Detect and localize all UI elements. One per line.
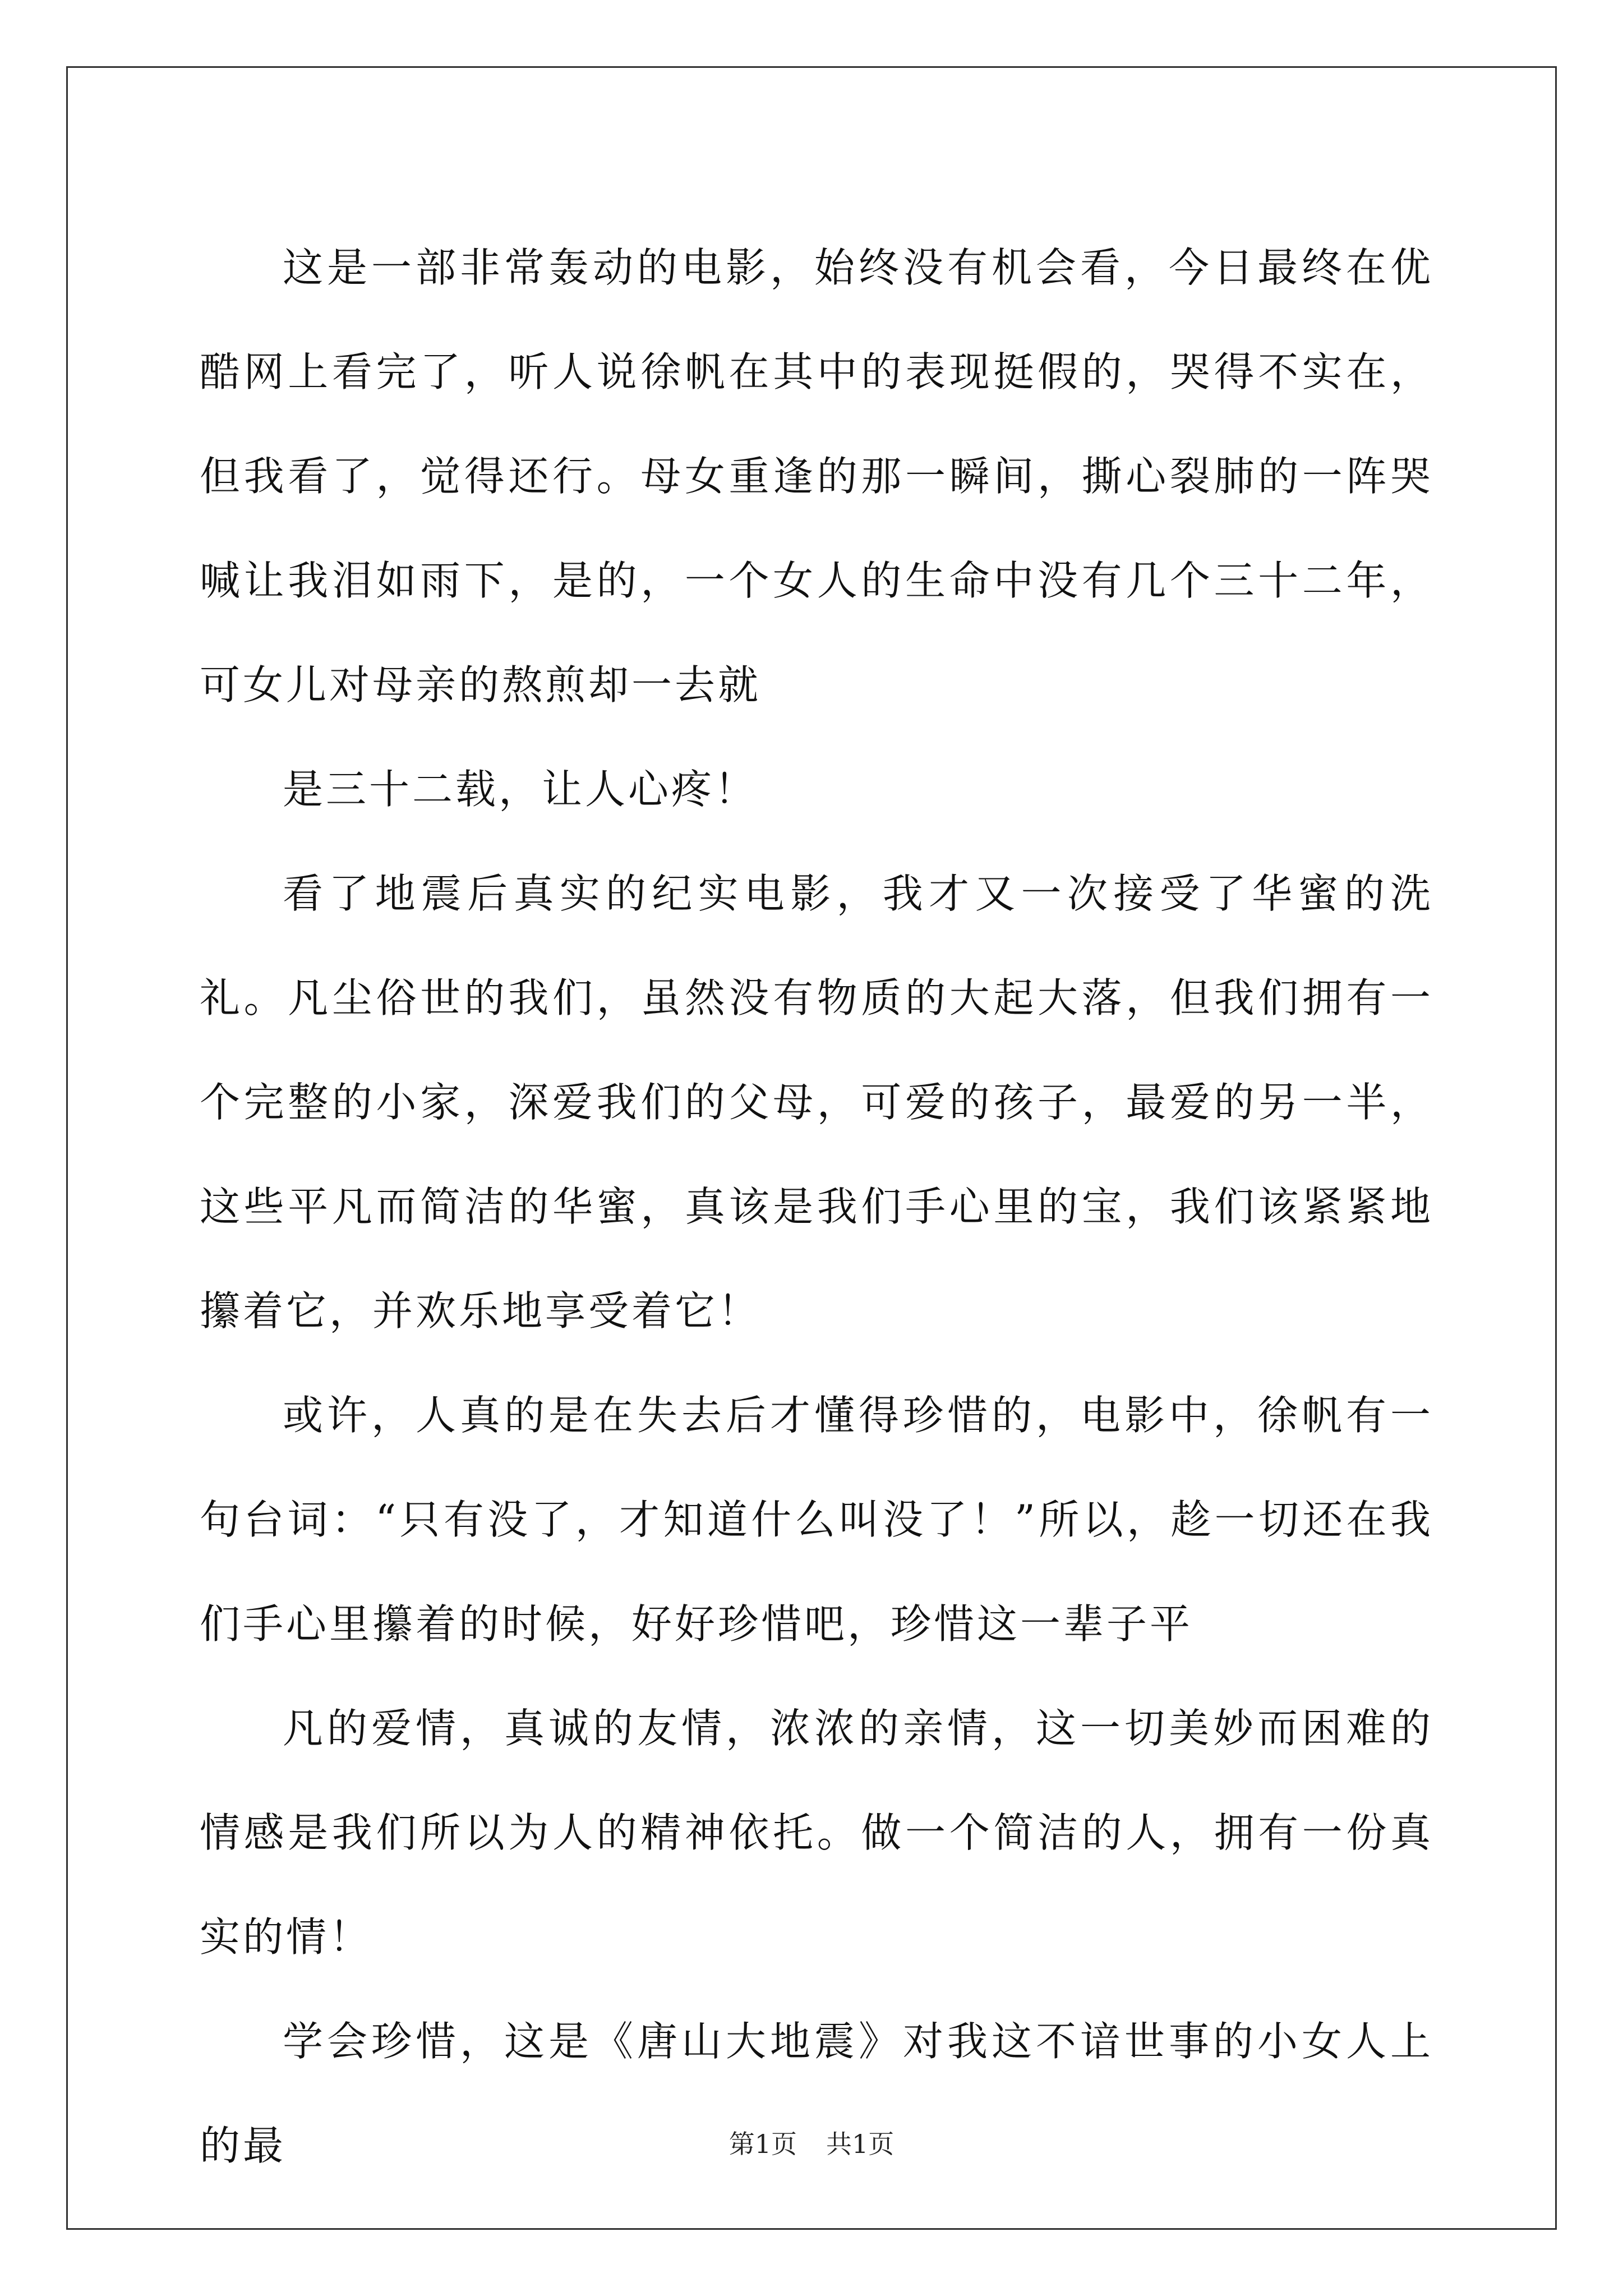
page-number-current: 第1页 — [728, 2129, 797, 2159]
paragraph: 凡的爱情，真诚的友情，浓浓的亲情，这一切美妙而困难的情感是我们所以为人的精神依托。做一个简洁的人，拥有一份真实的情！ — [200, 1705, 1433, 1961]
page-number-total: 共1页 — [826, 2129, 895, 2159]
paragraph: 学会珍惜，这是《唐山大地震》对我这不谙世事的小女人上的最 — [200, 2018, 1433, 2169]
page-footer — [0, 2127, 1623, 2161]
paragraph: 或许，人真的是在失去后才懂得珍惜的，电影中，徐帆有一句台词：“只有没了，才知道什么叫没了！”所以，趁一切还在我们手心里攥着的时候，好好珍惜吧，珍惜这一辈子平 — [200, 1392, 1433, 1648]
paragraph: 这是一部非常轰动的电影，始终没有机会看，今日最终在优酷网上看完了，听人说徐帆在其中的表现挺假的，哭得不实在，但我看了，觉得还行。母女重逢的那一瞬间，撕心裂肺的一阵哭喊让我泪如雨下，是的，一个女人的生命中没有几个三十二年，可女儿对母亲的熬煎却一去就 — [200, 244, 1433, 708]
paragraph: 看了地震后真实的纪实电影，我才又一次接受了华蜜的洗礼。凡尘俗世的我们，虽然没有物质的大起大落，但我们拥有一个完整的小家，深爱我们的父母，可爱的孩子，最爱的另一半，这些平凡而简洁的华蜜，真该是我们手心里的宝，我们该紧紧地攥着它，并欢乐地享受着它！ — [200, 870, 1433, 1335]
paragraph: 是三十二载，让人心疼！ — [283, 766, 758, 813]
document-body — [200, 215, 1433, 2198]
